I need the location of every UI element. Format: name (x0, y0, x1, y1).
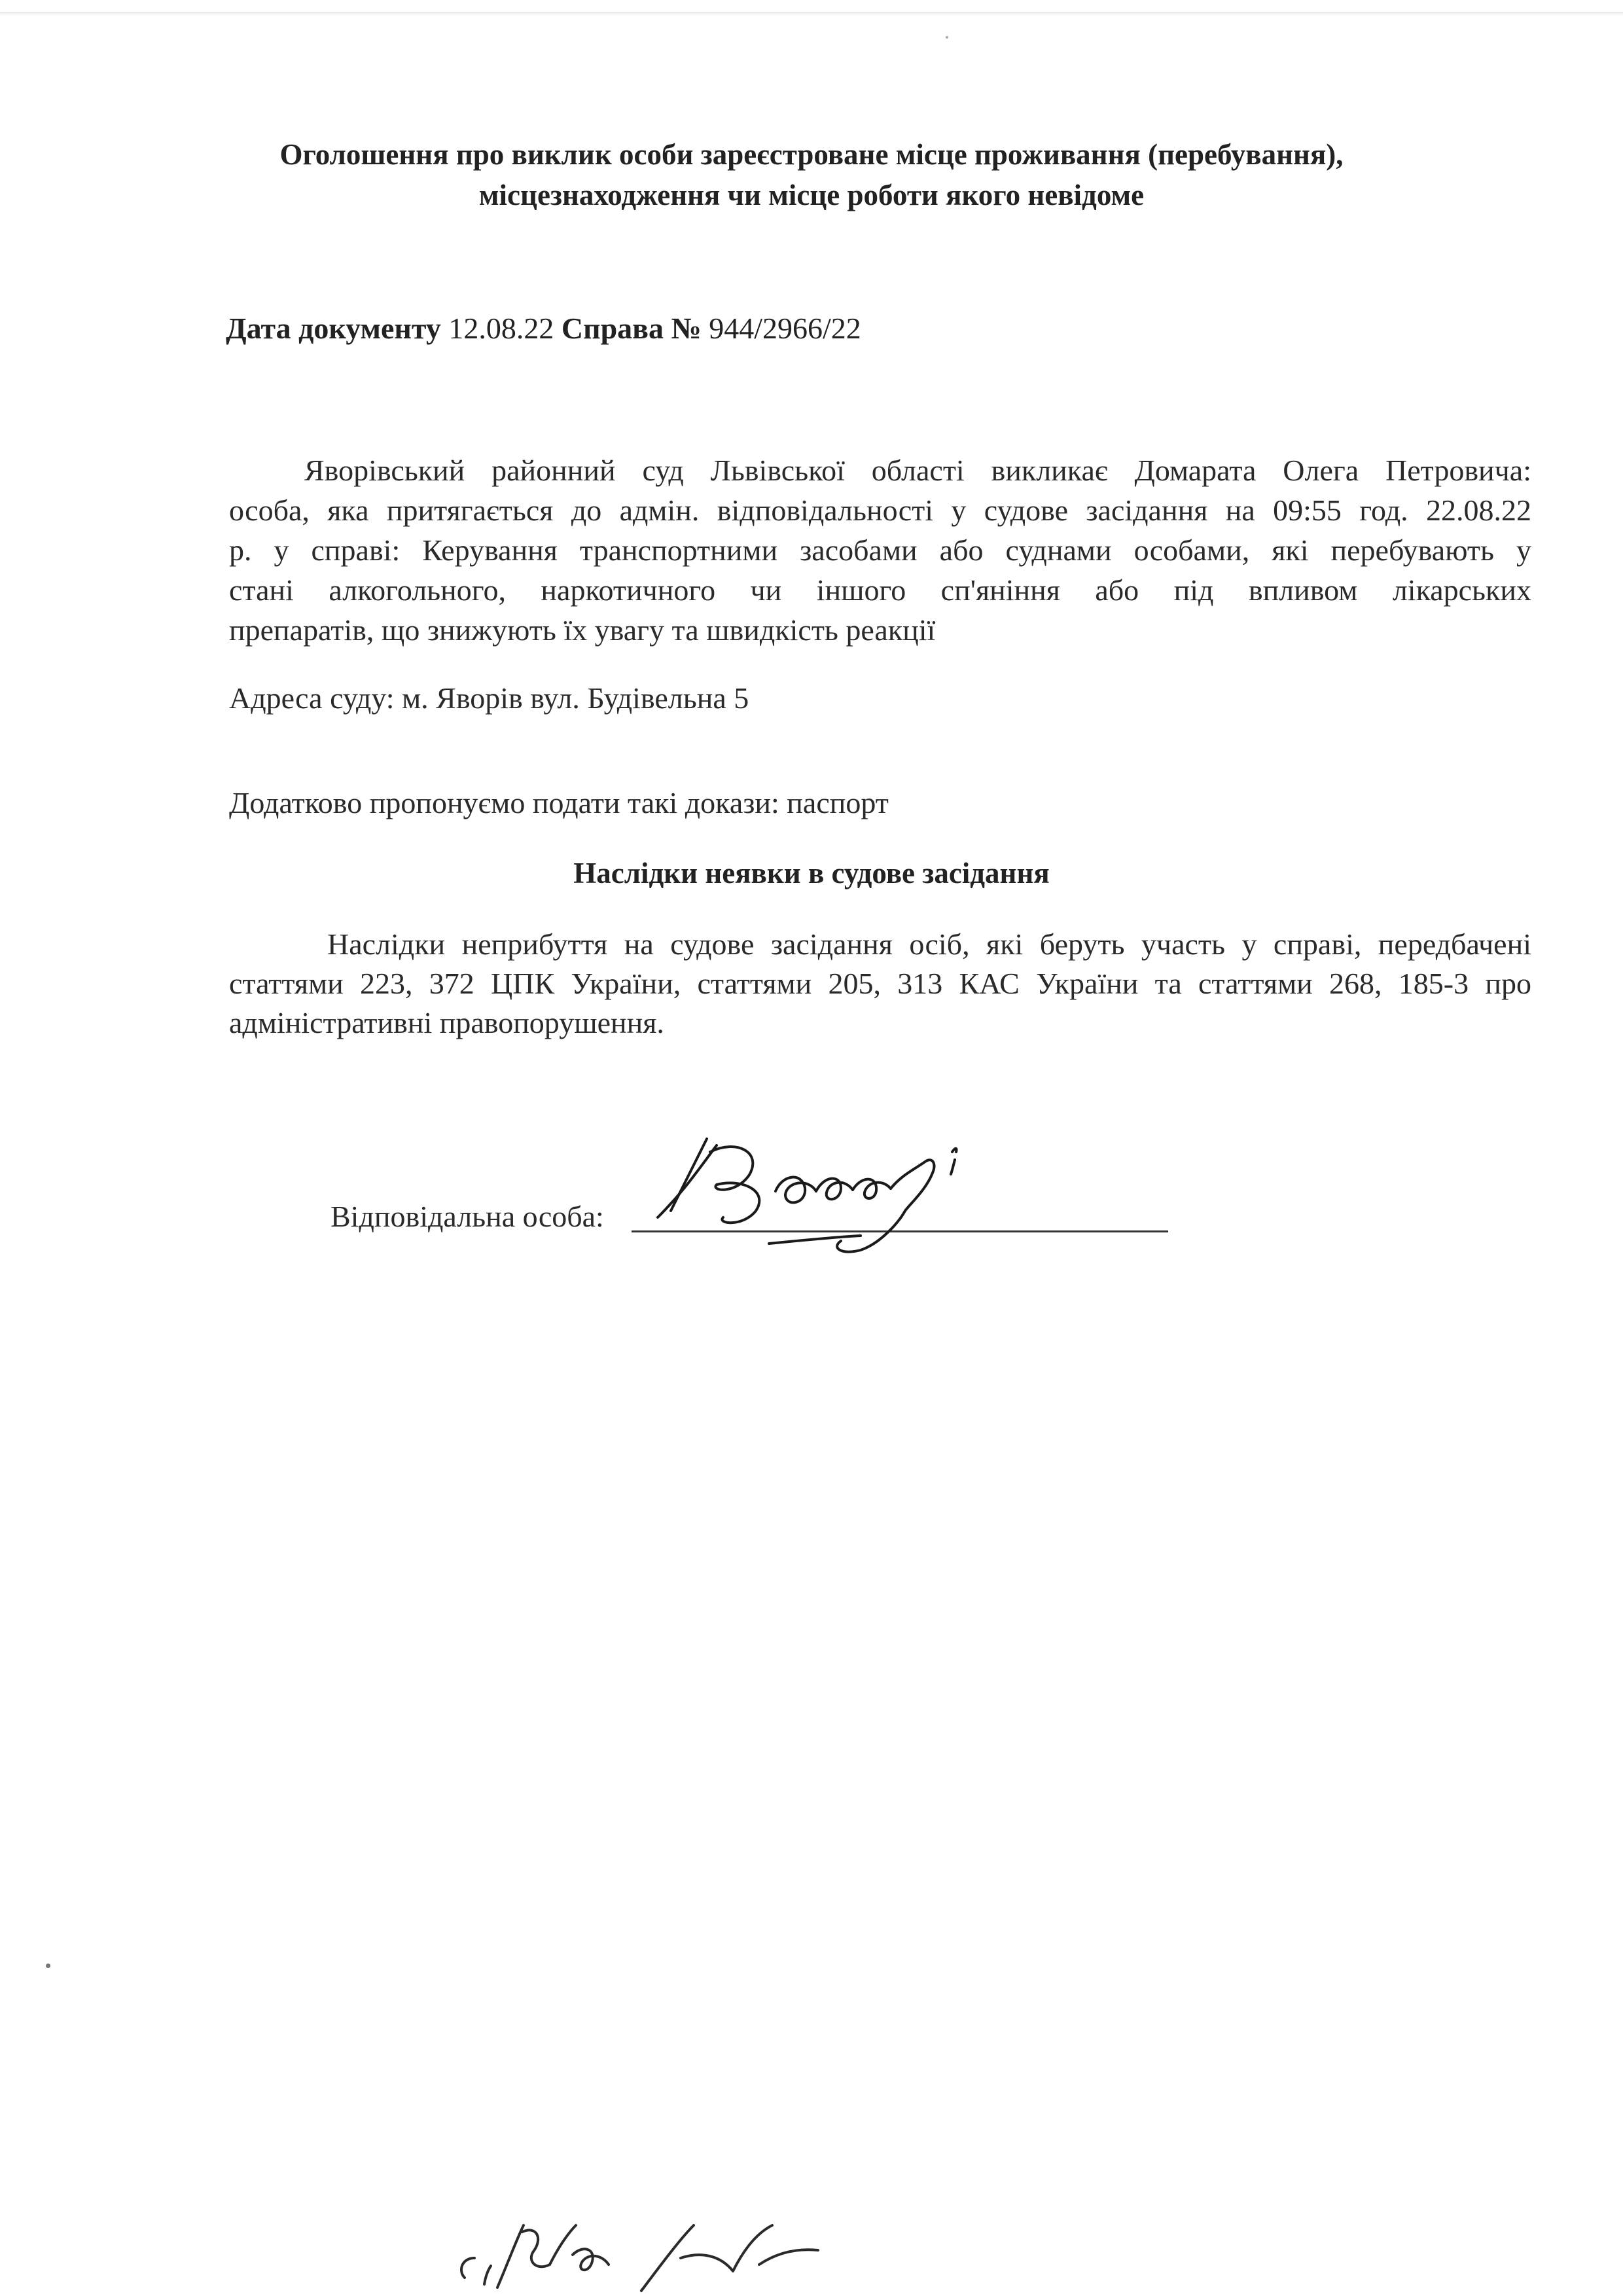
summons-line: стані алкогольного, наркотичного чи іншого сп'яніння або під впливом лікарських (229, 573, 1531, 607)
date-label: Дата документу (226, 312, 441, 345)
title-line-2: місцезнаходження чи місце роботи якого невідоме (478, 179, 1145, 211)
summons-line: р. у справі: Керування транспортними засобами або суднами особами, які перебувають у (229, 533, 1531, 567)
consequences-heading: Наслідки неявки в судове засідання (573, 857, 1050, 889)
scan-speck (946, 36, 948, 39)
case-value: 944/2966/22 (709, 312, 861, 345)
handwritten-note (445, 2193, 851, 2296)
consequences-line: адміністративні правопорушення. (229, 1006, 664, 1039)
document-title (216, 134, 1407, 215)
consequences-line: Наслідки неприбуття на судове засідання осіб, які беруть участь у справі, передбачені (327, 927, 1531, 961)
scan-top-edge (0, 12, 1623, 16)
evidence-request: Додатково пропонуємо подати такі докази: паспорт (229, 786, 889, 819)
date-value: 12.08.22 (448, 312, 554, 345)
court-address: Адреса суду: м. Яворів вул. Будівельна 5 (229, 681, 749, 715)
title-line-1: Оголошення про виклик особи зареєстроване місце проживання (перебування), (279, 138, 1344, 171)
summons-paragraph (229, 450, 1531, 650)
scan-speck (46, 1964, 50, 1968)
handwritten-signature (645, 1113, 1050, 1263)
consequences-paragraph (229, 925, 1531, 1043)
consequences-line: статтями 223, 372 ЦПК України, статтями 205, 313 КАС України та статтями 268, 185-3 про (229, 967, 1531, 1000)
responsible-person-label: Відповідальна особа: (330, 1200, 604, 1233)
summons-line: препаратів, що знижують їх увагу та швидкість реакції (229, 613, 936, 647)
document-meta (226, 311, 861, 346)
summons-line: Яворівський районний суд Львівської області викликає Домарата Олега Петровича: (304, 454, 1531, 487)
case-label: Справа № (561, 312, 702, 345)
summons-line: особа, яка притягається до адмін. відповідальності у судове засідання на 09:55 год. 22.08.22 (229, 493, 1531, 527)
